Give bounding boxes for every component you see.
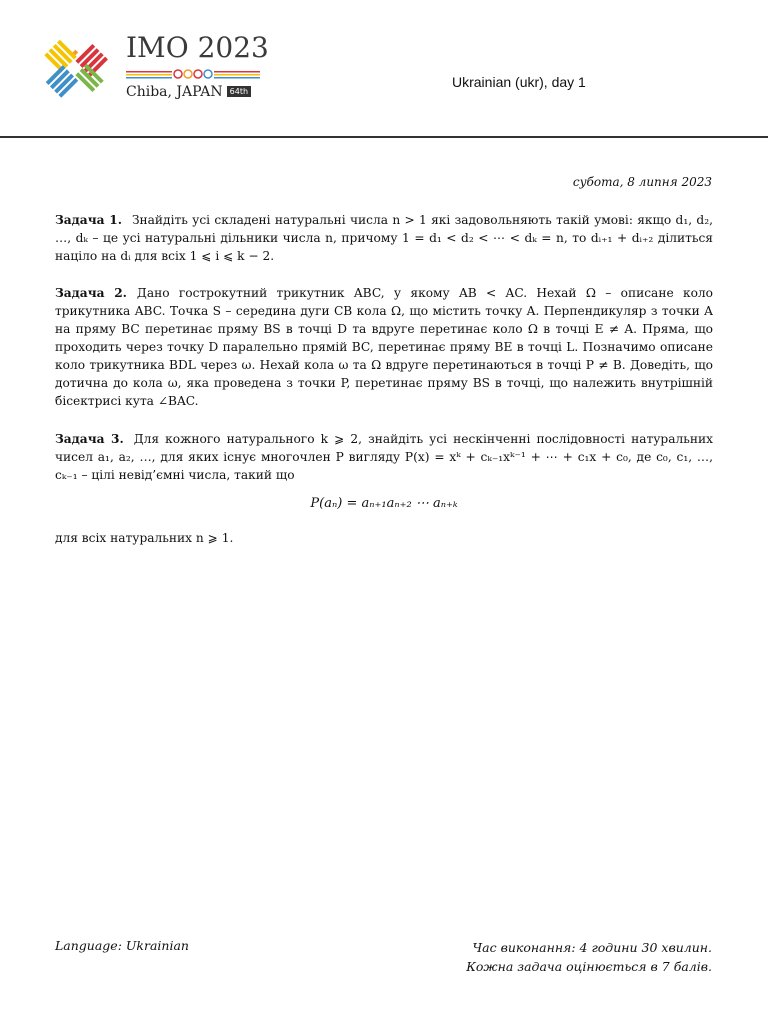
language-day: Ukrainian (ukr), day 1 [452,74,586,90]
problem-3-conclusion [55,529,713,547]
decorative-band [126,68,260,80]
problem-text: Дано гострокутний трикутник ABC, у якому AB < AC. Нехай Ω – описане коло трикутника ABC. Точка S – середина дуги CB кола Ω, що містить точку A. Перпендикуляр з точки A на пряму BC перетинає пряму BS в точці D та вдруге перетинає коло Ω в точці E ≠ A. Пряма, що проходить через точку D паралельно прямій BC, перетинає пряму BE в точці L. Позначимо описане коло трикутника BDL через ω. Нехай кола ω та Ω вдруге перетинаються в точці P ≠ B. Доведіть, що дотична до кола ω, яка проведена з точки P, перетинає пряму BS в точці, що належить внутрішній бісектрисі кута ∠BAC. [55,286,713,408]
logo-title: IMO 2023 [126,31,269,64]
location-text: Chiba, JAPAN [126,84,223,100]
problem-text: для всіх натуральних n ⩾ 1. [55,531,234,545]
problem-3 [55,430,713,484]
footer-language: Language: Ukrainian [55,938,189,953]
problem-title: Задача 2. [55,286,127,300]
problem-title: Задача 3. [55,432,124,446]
imo-logo-icon [32,30,116,106]
footer-time: Час виконання: 4 години 30 хвилин. [472,940,712,955]
problem-text: Знайдіть усі складені натуральні числа n > 1 які задовольняють такій умові: якщо d₁, d₂, …, dₖ – це усі натуральні дільники числа n, причому 1 = d₁ < d₂ < ⋯ < dₖ = n, то dᵢ₊₁ + dᵢ₊₂ ділиться націло на dᵢ для всіх 1 ⩽ i ⩽ k − 2. [55,213,713,263]
problem-3-formula: P(aₙ) = aₙ₊₁aₙ₊₂ ⋯ aₙ₊ₖ [310,496,458,511]
footer-info [466,938,712,976]
exam-date: субота, 8 липня 2023 [572,175,712,189]
edition-badge: 64th [227,86,251,97]
problem-2 [55,284,713,410]
location [126,84,251,100]
header [0,0,768,137]
problem-text: Для кожного натурального k ⩾ 2, знайдіть усі нескінченні послідовності натуральних чисел a₁, a₂, …, для яких існує многочлен P вигляду P(x) = xᵏ + cₖ₋₁xᵏ⁻¹ + ⋯ + c₁x + c₀, де c₀, c₁, …, cₖ₋₁ – цілі невід’ємні числа, такий що [55,432,713,482]
footer-points: Кожна задача оцінюється в 7 балів. [466,959,712,974]
problem-title: Задача 1. [55,213,122,227]
header-divider [0,136,768,138]
problem-1 [55,211,713,265]
